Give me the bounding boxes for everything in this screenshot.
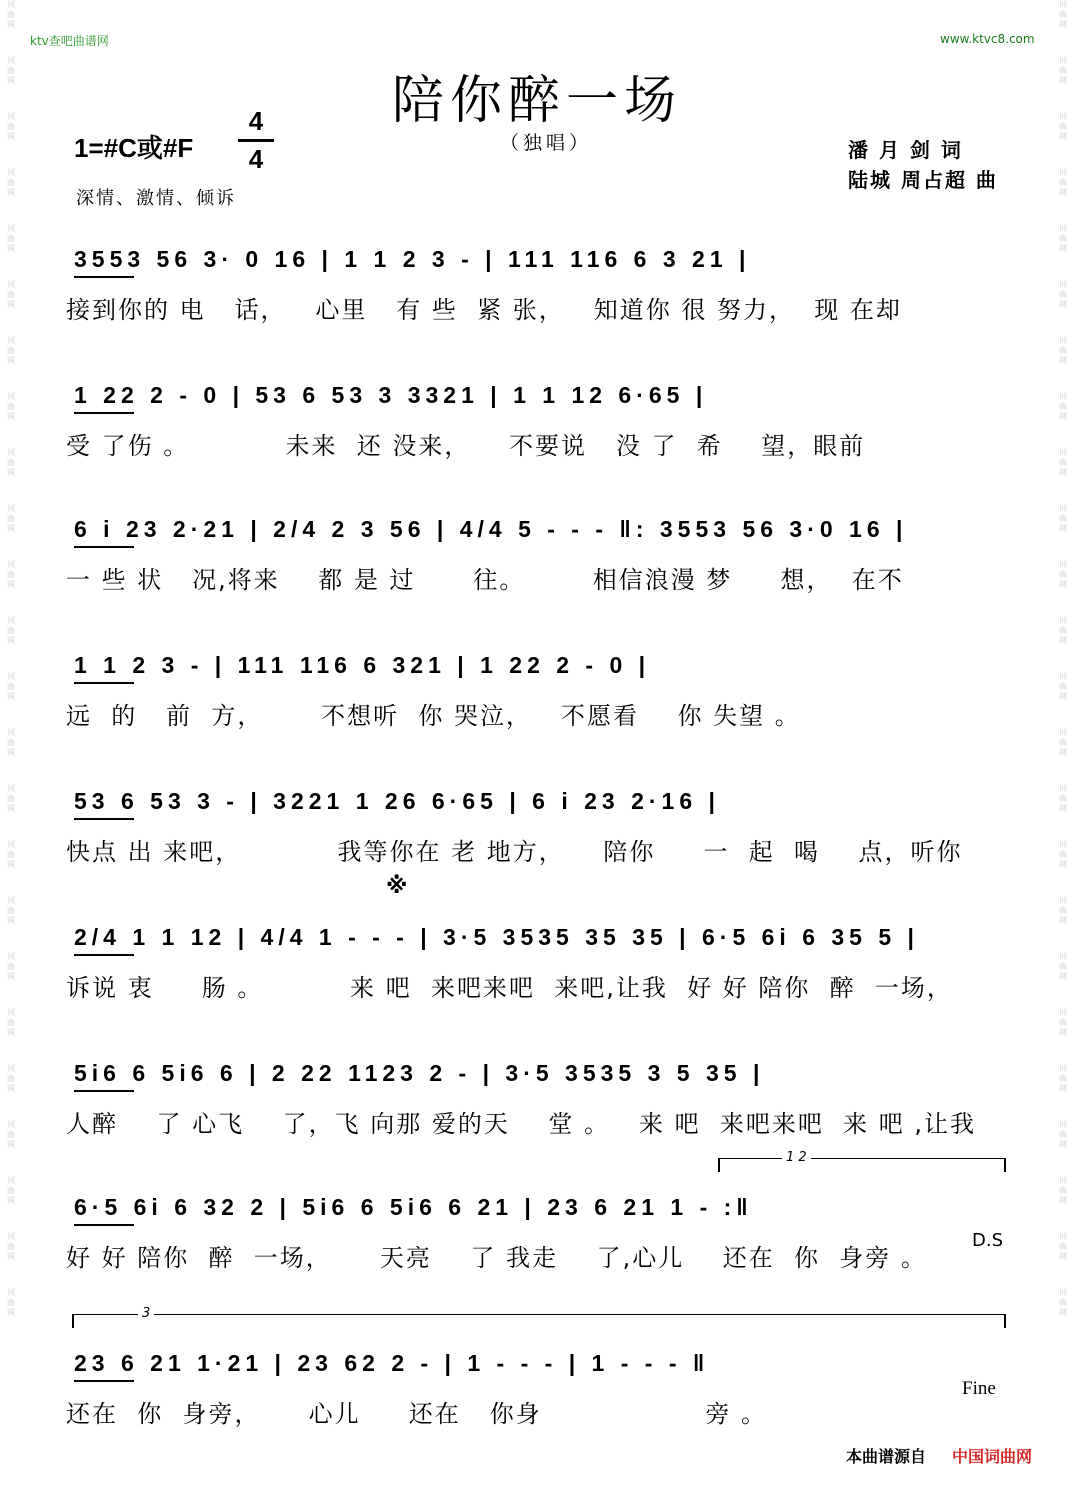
notation-row: 5i6 6 5i6 6 | 2 22 1123 2 - | 3·5 3535 3 5 35 | <box>74 1060 765 1086</box>
strip-glyph: 词 曲 网 <box>7 1232 15 1261</box>
strip-glyph: 词 曲 网 <box>7 504 15 533</box>
strip-glyph: 词 曲 网 <box>1059 840 1067 869</box>
notation-row: 6 i 23 2·21 | 2/4 2 3 56 | 4/4 5 - - - ‖: 3553 56 3·0 16 | <box>74 516 908 542</box>
lyrics-row: 一 些 状 况,将来 都 是 过 往。 相信浪漫 梦 想， 在不 <box>66 566 904 594</box>
meter-top: 4 <box>248 106 264 136</box>
volta-label-12: 1 2 <box>782 1150 811 1165</box>
strip-glyph: 词 曲 网 <box>1059 504 1067 533</box>
notation-row: 6·5 6i 6 32 2 | 5i6 6 5i6 6 21 | 23 6 21 1 - :‖ <box>74 1194 753 1220</box>
footer-source-label: 本曲谱源自 <box>846 1447 927 1466</box>
strip-glyph: 词 曲 网 <box>1059 784 1067 813</box>
rhythm-beam <box>74 954 134 956</box>
strip-glyph: 词 曲 网 <box>1059 392 1067 421</box>
strip-glyph: 词 曲 网 <box>1059 952 1067 981</box>
strip-glyph: 词 曲 网 <box>1059 728 1067 757</box>
lyrics-row: 好 好 陪你 醉 一场， 天亮 了 我走 了,心儿 还在 你 身旁 。 <box>66 1244 927 1272</box>
strip-glyph: 词 曲 网 <box>7 784 15 813</box>
strip-glyph: 词 曲 网 <box>7 560 15 589</box>
rhythm-beam <box>74 412 134 414</box>
strip-glyph: 词 曲 网 <box>7 1120 15 1149</box>
strip-glyph: 词 曲 网 <box>1059 224 1067 253</box>
volta-bracket-3 <box>72 1314 1006 1315</box>
strip-glyph: 词 曲 网 <box>7 1176 15 1205</box>
volta-bracket-3-end <box>1004 1314 1006 1328</box>
strip-glyph: 词 曲 网 <box>1059 280 1067 309</box>
strip-glyph: 词 曲 网 <box>7 728 15 757</box>
lyrics-row: 快点 出 来吧， 我等你在 老 地方， 陪你 一 起 喝 点，听你 <box>66 838 963 866</box>
volta-bracket-3-start <box>72 1314 74 1328</box>
notation-row: 3553 56 3· 0 16 | 1 1 2 3 - | 111 116 6 3 21 | <box>74 246 751 272</box>
composer-credit: 陆城 周占超 曲 <box>848 168 998 192</box>
strip-glyph: 词 曲 网 <box>1059 448 1067 477</box>
strip-glyph: 词 曲 网 <box>7 616 15 645</box>
strip-glyph: 词 曲 网 <box>1059 336 1067 365</box>
site-label-left: ktv查吧曲谱网 <box>30 34 109 48</box>
rhythm-beam <box>74 1090 134 1092</box>
lyrics-row: 人醉 了 心飞 了，飞 向那 爱的天 堂 。 来 吧 来吧来吧 来 吧 ,让我 <box>66 1110 976 1138</box>
strip-glyph: 词 曲 网 <box>7 672 15 701</box>
rhythm-beam <box>74 1380 134 1382</box>
strip-glyph: 词 曲 网 <box>7 952 15 981</box>
rhythm-beam <box>74 1224 134 1226</box>
volta-label-3: 3 <box>138 1306 154 1321</box>
strip-glyph: 词 曲 网 <box>7 896 15 925</box>
strip-glyph: 词 曲 网 <box>7 112 15 141</box>
rhythm-beam <box>74 818 134 820</box>
volta-bracket-12-start <box>718 1158 720 1172</box>
strip-glyph: 词 曲 网 <box>1059 1232 1067 1261</box>
strip-glyph: 词 曲 网 <box>7 168 15 197</box>
page-title: 陪你醉一场 <box>391 71 682 131</box>
strip-glyph: 词 曲 网 <box>7 0 15 29</box>
key-signature: 1=#C或#F <box>74 133 194 163</box>
strip-glyph: 词 曲 网 <box>1059 0 1067 29</box>
meter-divider <box>238 139 274 142</box>
rhythm-beam <box>74 546 134 548</box>
lyrics-row: 受 了伤 。 未来 还 没来， 不要说 没 了 希 望，眼前 <box>66 432 866 460</box>
lyrics-row: 诉说 衷 肠 。 来 吧 来吧来吧 来吧,让我 好 好 陪你 醉 一场， <box>66 974 953 1002</box>
mood-marking: 深情、激情、倾诉 <box>76 188 236 209</box>
rhythm-beam <box>74 276 134 278</box>
lyrics-row: 远 的 前 方， 不想听 你 哭泣， 不愿看 你 失望 。 <box>66 702 801 730</box>
strip-glyph: 词 曲 网 <box>1059 1008 1067 1037</box>
strip-glyph: 词 曲 网 <box>7 280 15 309</box>
strip-glyph: 词 曲 网 <box>1059 1120 1067 1149</box>
strip-glyph: 词 曲 网 <box>7 840 15 869</box>
lyrics-row: 还在 你 身旁， 心儿 还在 你身 旁 。 <box>66 1400 768 1428</box>
notation-row: 23 6 21 1·21 | 23 62 2 - | 1 - - - | 1 - - - ‖ <box>74 1350 710 1376</box>
notation-row: 2/4 1 1 12 | 4/4 1 - - - | 3·5 3535 35 35 | 6·5 6i 6 35 5 | <box>74 924 919 950</box>
lyricist-credit: 潘 月 剑 词 <box>848 138 963 162</box>
time-signature <box>238 106 274 175</box>
meter-bottom: 4 <box>248 144 264 174</box>
notation-row: 1 1 2 3 - | 111 116 6 321 | 1 22 2 - 0 | <box>74 652 651 678</box>
lyrics-row: 接到你的 电 话， 心里 有 些 紧 张， 知道你 很 努力， 现 在却 <box>66 296 902 324</box>
right-watermark-strip <box>1054 0 1072 1492</box>
strip-glyph: 词 曲 网 <box>1059 1288 1067 1317</box>
volta-bracket-12 <box>718 1158 1006 1159</box>
strip-glyph: 词 曲 网 <box>1059 560 1067 589</box>
strip-glyph: 词 曲 网 <box>1059 112 1067 141</box>
strip-glyph: 词 曲 网 <box>7 56 15 85</box>
strip-glyph: 词 曲 网 <box>7 392 15 421</box>
ds-marking: D.S <box>972 1230 1004 1251</box>
strip-glyph: 词 曲 网 <box>7 1288 15 1317</box>
strip-glyph: 词 曲 网 <box>1059 672 1067 701</box>
left-watermark-strip <box>2 0 20 1492</box>
strip-glyph: 词 曲 网 <box>7 1008 15 1037</box>
volta-bracket-12-end <box>1004 1158 1006 1172</box>
notation-row: 53 6 53 3 - | 3221 1 26 6·65 | 6 i 23 2·16 | <box>74 788 720 814</box>
strip-glyph: 词 曲 网 <box>1059 168 1067 197</box>
strip-glyph: 词 曲 网 <box>7 336 15 365</box>
performance-mode: （独唱） <box>500 132 593 154</box>
notation-row: 1 22 2 - 0 | 53 6 53 3 3321 | 1 1 12 6·65 | <box>74 382 708 408</box>
footer-source-link[interactable]: 中国词曲网 <box>952 1447 1033 1466</box>
segno-sign: ※ <box>386 874 408 899</box>
strip-glyph: 词 曲 网 <box>1059 1064 1067 1093</box>
fine-marking: Fine <box>962 1378 996 1399</box>
strip-glyph: 词 曲 网 <box>1059 616 1067 645</box>
site-label-right: www.ktvc8.com <box>940 32 1035 46</box>
strip-glyph: 词 曲 网 <box>1059 896 1067 925</box>
strip-glyph: 词 曲 网 <box>1059 1176 1067 1205</box>
strip-glyph: 词 曲 网 <box>7 224 15 253</box>
rhythm-beam <box>74 682 134 684</box>
strip-glyph: 词 曲 网 <box>7 448 15 477</box>
strip-glyph: 词 曲 网 <box>7 1064 15 1093</box>
strip-glyph: 词 曲 网 <box>1059 56 1067 85</box>
